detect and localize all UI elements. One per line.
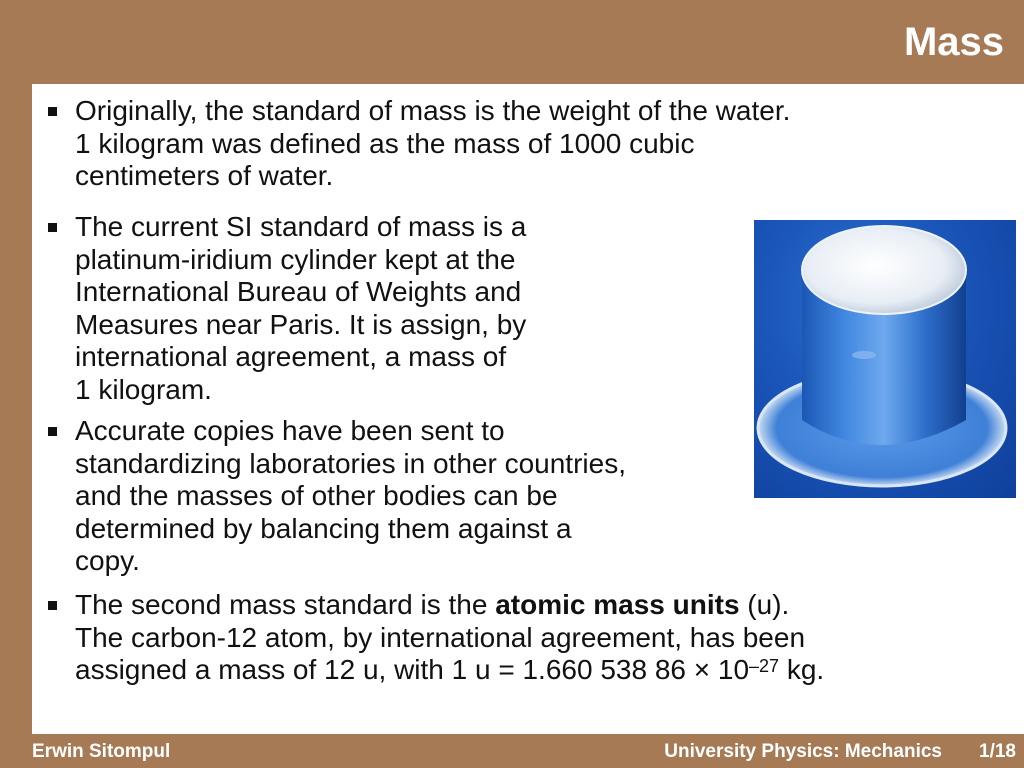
cylinder-top [802, 226, 966, 314]
bullet-square-icon [48, 223, 57, 232]
bullet-line [75, 654, 824, 687]
footer-author: Erwin Sitompul [32, 741, 171, 762]
bullet-line: standardizing laboratories in other countries, [75, 447, 626, 479]
bullet-square-icon [48, 601, 57, 610]
atomic-mass-units-term: atomic mass units [495, 589, 740, 620]
bullet-line: 1 kilogram was defined as the mass of 1000 cubic [75, 127, 695, 159]
bullet-line: and the masses of other bodies can be [75, 480, 558, 511]
bullet-line: Accurate copies have been sent to [75, 415, 505, 446]
bullet-line: Measures near Paris. It is assign, by [75, 308, 527, 340]
content-area [32, 84, 1024, 734]
kilogram-cylinder-photo [754, 220, 1016, 498]
bullet-text [75, 589, 824, 687]
bullet-square-icon [48, 107, 57, 116]
bullet-line: platinum-iridium cylinder kept at the [75, 243, 516, 275]
text-run: assigned a mass of 12 u, with 1 u = 1.660 538 86 × 10 [75, 654, 750, 685]
engraving [852, 351, 876, 359]
bullet-text [75, 211, 526, 406]
bullet-line: The carbon-12 atom, by international agreement, has been [75, 621, 806, 653]
bullet-line [75, 589, 824, 622]
exponent: –27 [749, 656, 780, 676]
text-run: The second mass standard is the [75, 589, 496, 620]
bullet-line: Originally, the standard of mass is the weight of the water. [75, 95, 791, 126]
bullet-line: The current SI standard of mass is a [75, 211, 527, 242]
text-run: kg. [779, 654, 825, 685]
bullet-line: international agreement, a mass of [75, 341, 507, 372]
bullet-line: determined by balancing them against a [75, 512, 572, 544]
bullet-line: copy. [75, 545, 140, 576]
bullet-square-icon [48, 427, 57, 436]
slide-title: Mass [903, 20, 1004, 64]
footer-course: University Physics: Mechanics [664, 741, 942, 762]
bullet-text [75, 415, 626, 578]
bullet-line: centimeters of water. [75, 160, 334, 191]
footer-page-number: 1/18 [979, 741, 1016, 762]
text-run: (u). [739, 589, 790, 620]
bullet-text [75, 95, 790, 193]
bullet-line: 1 kilogram. [75, 373, 212, 405]
cylinder-illustration [754, 220, 1016, 498]
bullet-line: International Bureau of Weights and [75, 276, 522, 307]
